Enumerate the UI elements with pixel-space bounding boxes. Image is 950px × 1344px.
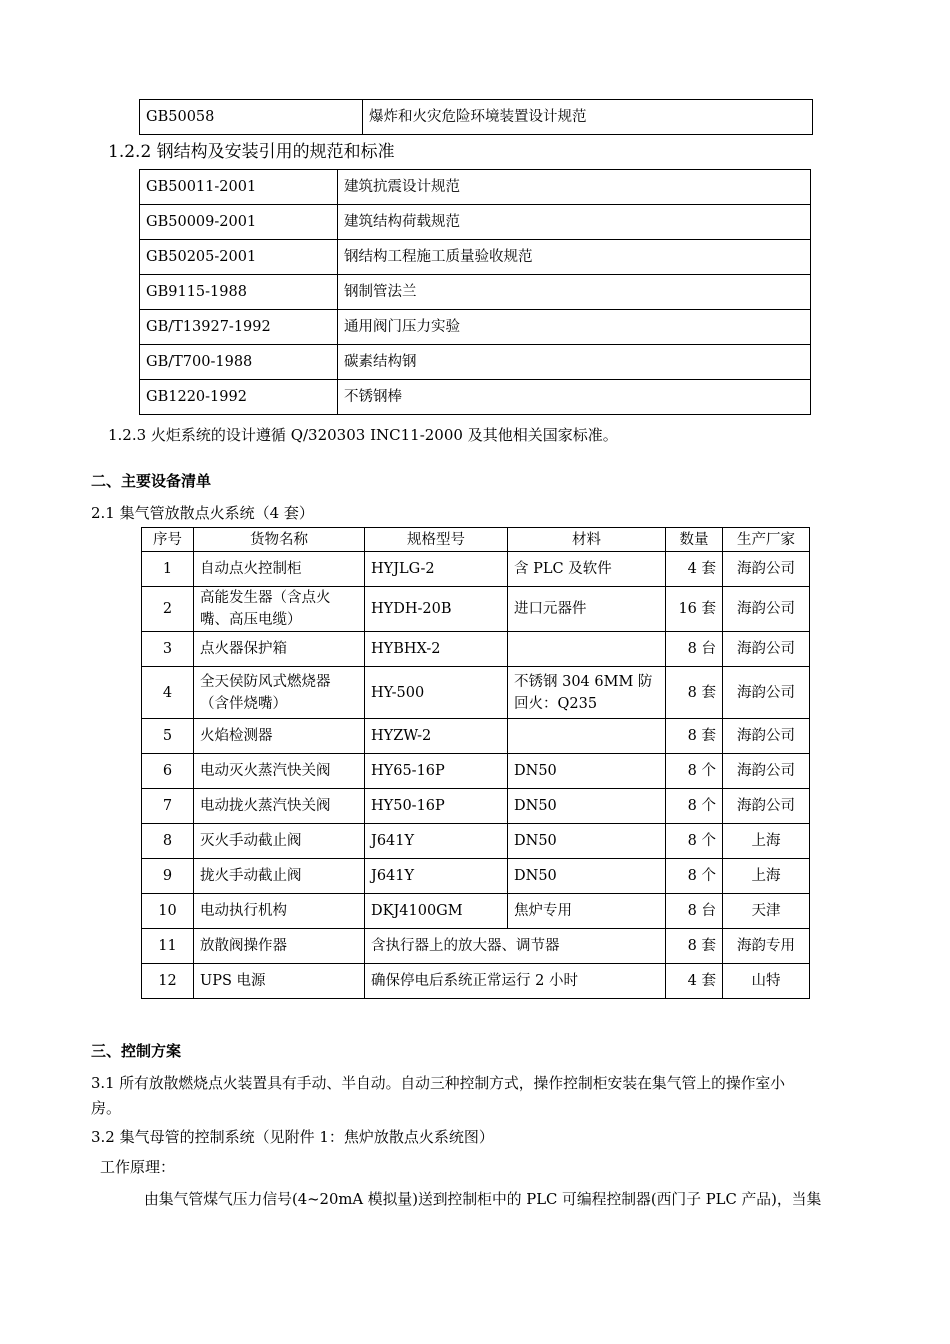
equipment-row <box>142 789 810 824</box>
row-model: HYBHX-2 <box>365 632 508 667</box>
row-model: HY50-16P <box>365 789 508 824</box>
standard-code: GB/T13927-1992 <box>140 310 338 345</box>
standard-row <box>140 380 811 415</box>
header-qty: 数量 <box>666 528 723 552</box>
row-maker: 上海 <box>723 824 810 859</box>
row-name: 高能发生器（含点火嘴、高压电缆） <box>194 587 365 632</box>
section-1-2-3-text: 1.2.3 火炬系统的设计遵循 Q/320303 INC11-2000 及其他相关国家标准。 <box>108 426 618 444</box>
equipment-row <box>142 754 810 789</box>
row-maker: 山特 <box>723 964 810 999</box>
header-material: 材料 <box>508 528 666 552</box>
row-model: HYZW-2 <box>365 719 508 754</box>
standard-name: 建筑抗震设计规范 <box>338 170 811 205</box>
row-qty: 4 套 <box>666 552 723 587</box>
standard-row <box>140 345 811 380</box>
equipment-row <box>142 719 810 754</box>
standard-code: GB50058 <box>140 100 363 135</box>
standards-table-top <box>139 99 813 135</box>
row-model: HYJLG-2 <box>365 552 508 587</box>
standard-name: 建筑结构荷载规范 <box>338 205 811 240</box>
row-model: J641Y <box>365 824 508 859</box>
row-material: 进口元器件 <box>508 587 666 632</box>
row-no: 7 <box>142 789 194 824</box>
row-no: 2 <box>142 587 194 632</box>
row-name: 火焰检测器 <box>194 719 365 754</box>
row-qty: 8 个 <box>666 754 723 789</box>
header-no: 序号 <box>142 528 194 552</box>
row-maker: 海韵公司 <box>723 552 810 587</box>
row-model: HYDH-20B <box>365 587 508 632</box>
standard-name: 钢制管法兰 <box>338 275 811 310</box>
row-maker: 海韵公司 <box>723 754 810 789</box>
row-qty: 4 套 <box>666 964 723 999</box>
row-qty: 8 套 <box>666 929 723 964</box>
section-3-1-line1: 3.1 所有放散燃烧点火装置具有手动、半自动。自动三种控制方式，操作控制柜安装在集气管上的操作室小 <box>91 1075 786 1092</box>
header-maker: 生产厂家 <box>723 528 810 552</box>
row-name: 电动执行机构 <box>194 894 365 929</box>
working-principle-text: 由集气管煤气压力信号(4~20mA 模拟量)送到控制柜中的 PLC 可编程控制器(西门子 PLC 产品)，当集 <box>144 1191 822 1208</box>
row-qty: 16 套 <box>666 587 723 632</box>
standard-row <box>140 310 811 345</box>
standard-code: GB50011-2001 <box>140 170 338 205</box>
row-maker: 天津 <box>723 894 810 929</box>
row-no: 1 <box>142 552 194 587</box>
row-material: DN50 <box>508 824 666 859</box>
row-qty: 8 套 <box>666 667 723 719</box>
equipment-table <box>141 527 810 999</box>
standard-code: GB50009-2001 <box>140 205 338 240</box>
row-model: HY-500 <box>365 667 508 719</box>
row-material: DN50 <box>508 859 666 894</box>
section-3-1-line2: 房。 <box>91 1099 122 1117</box>
row-qty: 8 个 <box>666 824 723 859</box>
row-name: 拢火手动截止阀 <box>194 859 365 894</box>
row-qty: 8 个 <box>666 859 723 894</box>
equipment-row <box>142 929 810 964</box>
standard-code: GB1220-1992 <box>140 380 338 415</box>
row-name: 灭火手动截止阀 <box>194 824 365 859</box>
row-qty: 8 套 <box>666 719 723 754</box>
row-qty: 8 台 <box>666 632 723 667</box>
standard-name: 钢结构工程施工质量验收规范 <box>338 240 811 275</box>
header-name: 货物名称 <box>194 528 365 552</box>
standard-code: GB50205-2001 <box>140 240 338 275</box>
row-model-material: 确保停电后系统正常运行 2 小时 <box>365 964 666 999</box>
equipment-row <box>142 964 810 999</box>
row-qty: 8 个 <box>666 789 723 824</box>
standard-code: GB/T700-1988 <box>140 345 338 380</box>
standard-row <box>140 240 811 275</box>
row-maker: 上海 <box>723 859 810 894</box>
row-no: 5 <box>142 719 194 754</box>
standard-code: GB9115-1988 <box>140 275 338 310</box>
standard-name: 通用阀门压力实验 <box>338 310 811 345</box>
row-name: 自动点火控制柜 <box>194 552 365 587</box>
standard-name: 爆炸和火灾危险环境装置设计规范 <box>363 100 813 135</box>
row-model: J641Y <box>365 859 508 894</box>
row-name: 点火器保护箱 <box>194 632 365 667</box>
steel-standards-table <box>139 169 811 415</box>
row-name: UPS 电源 <box>194 964 365 999</box>
section-3-2-text: 3.2 集气母管的控制系统（见附件 1：焦炉放散点火系统图） <box>91 1128 494 1146</box>
row-no: 12 <box>142 964 194 999</box>
equipment-row <box>142 587 810 632</box>
equipment-row <box>142 552 810 587</box>
header-model: 规格型号 <box>365 528 508 552</box>
section-3-heading: 三、控制方案 <box>91 1042 182 1060</box>
standard-row <box>140 205 811 240</box>
row-qty: 8 台 <box>666 894 723 929</box>
row-no: 4 <box>142 667 194 719</box>
row-maker: 海韵公司 <box>723 719 810 754</box>
equipment-row <box>142 632 810 667</box>
row-material: DN50 <box>508 789 666 824</box>
row-material: 不锈钢 304 6MM 防回火：Q235 <box>508 667 666 719</box>
row-no: 3 <box>142 632 194 667</box>
row-material: 焦炉专用 <box>508 894 666 929</box>
row-maker: 海韵公司 <box>723 789 810 824</box>
row-name: 电动拢火蒸汽快关阀 <box>194 789 365 824</box>
row-material <box>508 719 666 754</box>
standard-row <box>140 275 811 310</box>
row-no: 9 <box>142 859 194 894</box>
row-maker: 海韵公司 <box>723 587 810 632</box>
standard-name: 不锈钢棒 <box>338 380 811 415</box>
standard-row <box>140 170 811 205</box>
row-model-material: 含执行器上的放大器、调节器 <box>365 929 666 964</box>
row-no: 11 <box>142 929 194 964</box>
row-no: 6 <box>142 754 194 789</box>
row-material: 含 PLC 及软件 <box>508 552 666 587</box>
section-2-1-subtitle: 2.1 集气管放散点火系统（4 套） <box>91 504 314 522</box>
row-no: 8 <box>142 824 194 859</box>
row-name: 放散阀操作器 <box>194 929 365 964</box>
row-name: 全天侯防风式燃烧器（含伴烧嘴） <box>194 667 365 719</box>
equipment-row <box>142 894 810 929</box>
working-principle-label: 工作原理： <box>100 1158 176 1176</box>
section-2-heading: 二、主要设备清单 <box>91 472 212 490</box>
row-no: 10 <box>142 894 194 929</box>
row-name: 电动灭火蒸汽快关阀 <box>194 754 365 789</box>
row-material: DN50 <box>508 754 666 789</box>
equipment-row <box>142 824 810 859</box>
row-maker: 海韵公司 <box>723 632 810 667</box>
row-model: DKJ4100GM <box>365 894 508 929</box>
section-1-2-2-title: 1.2.2 钢结构及安装引用的规范和标准 <box>108 142 395 162</box>
standard-name: 碳素结构钢 <box>338 345 811 380</box>
row-material <box>508 632 666 667</box>
row-model: HY65-16P <box>365 754 508 789</box>
equipment-row <box>142 859 810 894</box>
row-maker: 海韵专用 <box>723 929 810 964</box>
row-maker: 海韵公司 <box>723 667 810 719</box>
equipment-row <box>142 667 810 719</box>
